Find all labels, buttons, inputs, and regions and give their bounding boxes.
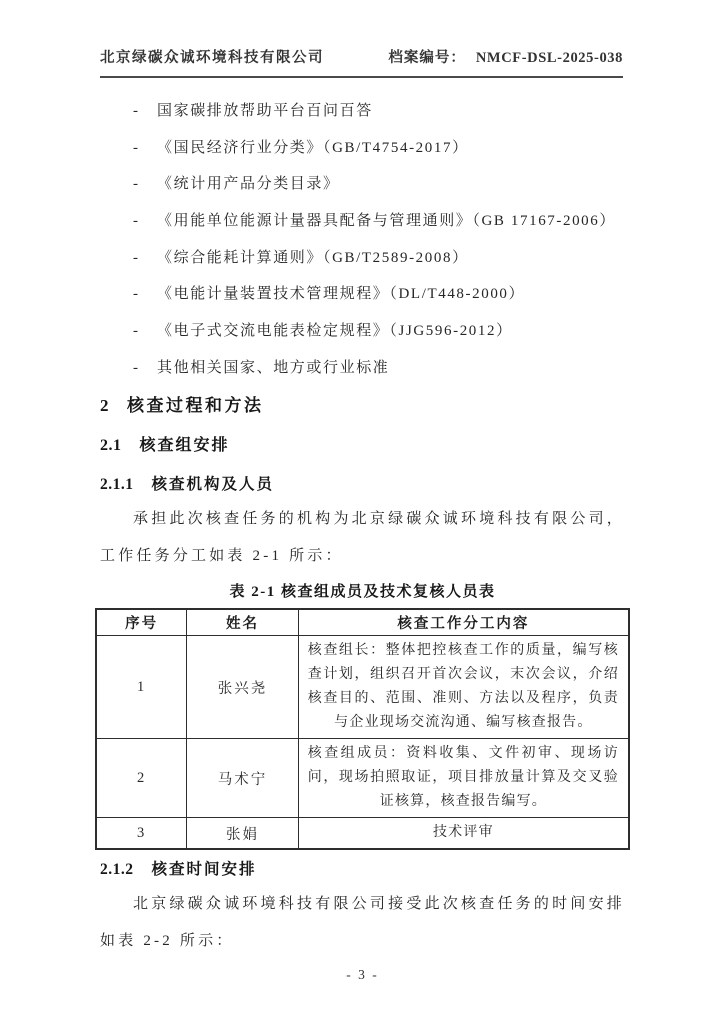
column-header-no: 序号 [96,609,187,636]
reference-text: 《用能单位能源计量器具配备与管理通则》（GB 17167-2006） [157,213,616,230]
cell-name: 张娟 [187,818,299,850]
dash-bullet: - [133,103,140,119]
reference-text: 《电能计量装置技术管理规程》（DL/T448-2000） [157,286,526,303]
section-title: 核查过程和方法 [127,395,264,415]
company-name: 北京绿碳众诚环境科技有限公司 [100,50,324,66]
dash-bullet: - [133,359,140,376]
section-heading-2 [100,394,625,418]
cell-no: 2 [96,739,187,818]
section-heading-2-1-1 [100,473,625,496]
paragraph-schedule-intro: 北京绿碳众诚环境科技有限公司接受此次核查任务的时间安排如表 2-2 所示： [100,896,625,949]
page-number: - 3 - [346,967,379,982]
reference-text: 国家碳排放帮助平台百问百答 [157,103,373,119]
section-title: 核查组安排 [139,436,230,454]
reference-text: 其他相关国家、地方或行业标准 [157,359,390,376]
table-row [96,636,629,739]
reference-list [100,100,625,379]
archive-field [388,46,623,67]
section-heading-2-1 [100,434,625,457]
section-number: 2.1 [100,436,122,454]
reference-text: 《统计用产品分类目录》 [157,176,340,193]
reference-item [100,357,625,379]
section-number: 2.1.1 [100,475,134,493]
document-content [100,96,625,985]
section-title: 核查时间安排 [151,861,257,878]
reference-item [100,247,625,269]
section-title: 核查机构及人员 [151,475,275,493]
cell-no: 1 [96,636,187,739]
reference-item [100,210,625,232]
reference-item [100,100,625,122]
table-row [96,739,629,818]
cell-name: 马术宁 [187,739,299,818]
dash-bullet: - [133,323,140,340]
document-header [100,46,623,78]
cell-no: 3 [96,818,187,850]
column-header-duty: 核查工作分工内容 [298,609,629,636]
table-row [96,818,629,850]
reference-item [100,173,625,195]
dash-bullet: - [133,249,140,266]
table-header-row [96,609,629,636]
reference-item [100,320,625,342]
cell-duty: 技术评审 [298,818,629,850]
cell-duty: 核查组长：整体把控核查工作的质量，编写核查计划，组织召开首次会议，末次会议，介绍核查目的、范围、准则、方法以及程序，负责与企业现场交流沟通、编写核查报告。 [298,636,629,739]
reference-text: 《国民经济行业分类》（GB/T4754-2017） [157,139,469,156]
table-caption: 表 2-1 核查组成员及技术复核人员表 [229,583,496,600]
section-number: 2.1.2 [100,861,134,878]
reference-item [100,283,625,305]
column-header-name: 姓名 [187,609,299,636]
archive-number: NMCF-DSL-2025-038 [475,50,623,66]
dash-bullet: - [133,213,140,230]
dash-bullet: - [133,139,140,156]
section-number: 2 [100,395,109,415]
staff-table [95,608,630,851]
paragraph-team-intro: 承担此次核查任务的机构为北京绿碳众诚环境科技有限公司，工作任务分工如表 2-1 所示： [100,510,625,564]
dash-bullet: - [133,286,140,303]
dash-bullet: - [133,176,140,193]
cell-duty: 核查组成员：资料收集、文件初审、现场访问，现场拍照取证，项目排放量计算及交叉验证核算，核查报告编写。 [298,739,629,818]
reference-text: 《综合能耗计算通则》（GB/T2589-2008） [157,249,469,266]
reference-text: 《电子式交流电能表检定规程》（JJG596-2012） [157,323,513,340]
cell-name: 张兴尧 [187,636,299,739]
archive-label: 档案编号： [388,50,466,66]
reference-item [100,137,625,159]
section-heading-2-1-2 [100,858,625,881]
